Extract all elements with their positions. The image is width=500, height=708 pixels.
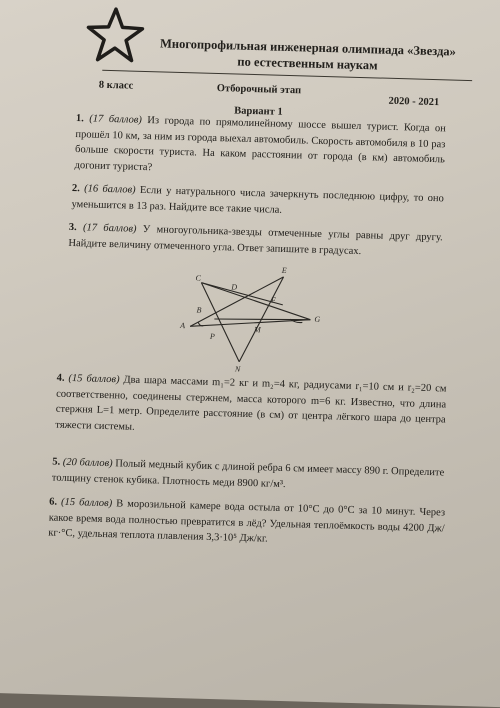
problem-6 [48, 494, 445, 552]
problem-2 [71, 181, 444, 222]
figure-label-f: F [270, 295, 276, 305]
page-header [157, 35, 458, 75]
figure-line [200, 283, 311, 320]
olympiad-star-logo [83, 5, 147, 65]
variant-label: Вариант 1 [234, 105, 283, 118]
problem-text: Если у натурального числа зачеркнуть последнюю цифру, то оно уменьшится в 13 раз. Найдите все такие числа. [71, 184, 444, 216]
problem-points: (20 баллов) [62, 456, 113, 470]
problem-text: В морозильной камере вода остыла от 10°С до 0°С за 10 минут. Через какое время вода полностью превратится в лёд? Удельная теплоёмкость воды 4200 Дж/кг·°С, удельная теплота плавления 3,3·10⁵ Дж/кг. [48, 498, 446, 545]
problem-number: 1. [75, 113, 84, 125]
problem-1 [74, 111, 446, 183]
stage-label: Отборочный этап [216, 82, 302, 97]
figure-label-g: G [314, 314, 321, 324]
problem-number: 6. [49, 496, 58, 508]
problem-points: (17 баллов) [82, 222, 137, 235]
years-label: 2020 - 2021 [388, 95, 440, 109]
problem-number: 5. [52, 456, 61, 468]
problem-text: Полый медный кубик с длиной ребра 6 см имеет массу 890 г. Определите толщину стенок кубика. Плотность меди 8900 кг/м³. [51, 458, 445, 490]
grade-label: 8 класс [98, 79, 134, 92]
figure-line [190, 316, 310, 329]
problem-text: У многоугольника-звезды отмеченные углы равны друг другу. Найдите величину отмеченного угла. Ответ запишите в градусах. [68, 223, 443, 257]
figure-label-a: A [180, 321, 186, 331]
problem-points: (17 баллов) [89, 113, 143, 126]
star-polygon-figure [169, 260, 342, 375]
problem-points: (16 баллов) [84, 183, 136, 196]
problem-number: 4. [56, 372, 65, 384]
problem-5 [52, 455, 445, 497]
problem-text: Два шара массами m₁=2 кг и m₂=4 кг, радиусами r₁=10 см и r₂=20 см соответственно, соединены стержнем, масса которого m=6 кг. Известно, что длина стержня L=1 метр. Определите расстояние (в см) от центра лёгкого шара до центра тяжести системы. [55, 374, 447, 433]
figure-label-d: D [231, 282, 238, 292]
figure-label-p: P [209, 331, 215, 342]
figure-label-b: B [196, 305, 202, 315]
figure-label-m: M [253, 325, 261, 335]
problem-3 [68, 220, 443, 261]
problem-number: 2. [71, 182, 80, 195]
figure-label-c: C [195, 273, 201, 283]
figure-label-e: E [281, 265, 287, 275]
problem-points: (15 баллов) [68, 372, 120, 386]
figure-label-n: N [234, 364, 241, 374]
header-title-line2: по естественным наукам [237, 54, 378, 73]
header-title-line1: Многопрофильная инженерная олимпиада «Звезда» [159, 36, 457, 59]
problem-4 [55, 371, 447, 444]
problem-number: 3. [68, 221, 77, 234]
problem-points: (15 баллов) [60, 496, 113, 510]
problem-text: Из города по прямолинейному шоссе вышел турист. Когда он прошёл 10 км, за ним из города выехал автомобиль. Скорость автомобиля в 10 раз больше скорости туриста. На каком расстоянии от города (в км) автомобиль догонит туриста? [74, 115, 446, 173]
